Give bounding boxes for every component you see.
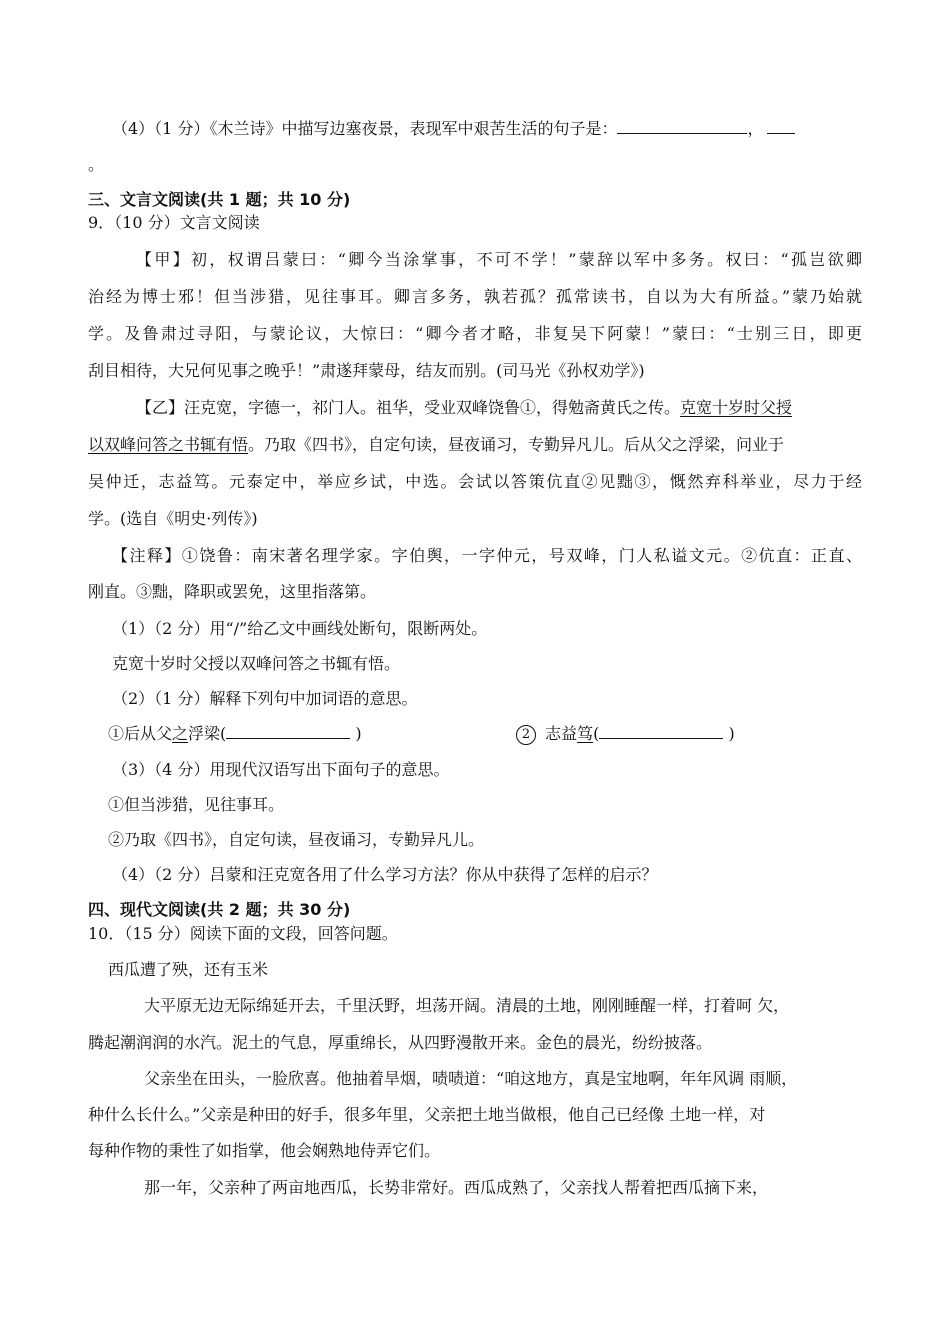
story-p1-line-1: 大平原无边无际绵延开去，千里沃野，坦荡开阔。清晨的土地，刚刚睡醒一样，打着呵 欠， [144, 996, 790, 1015]
q9-sub-1: （1）（2 分）用“/”给乙文中画线处断句，限断两处。 [112, 619, 488, 638]
q9-title: 9．（10 分）文言文阅读 [88, 213, 260, 232]
q8-item-4-end: 。 [88, 155, 105, 174]
story-p2-line-3: 每种作物的秉性了如指掌，他会娴熟地侍弄它们。 [88, 1141, 441, 1160]
story-title: 西瓜遭了殃，还有玉米 [108, 960, 269, 979]
marked-word: 笃 [577, 724, 594, 743]
q9-sub-3-a: ①但当涉猎，见往事耳。 [108, 795, 285, 814]
circled-number: 2 [516, 725, 536, 745]
section-4-heading: 四、现代文阅读(共 2 题；共 30 分) [88, 900, 351, 919]
q9-sub-2-item-a: ①后从父之浮梁( ) [108, 724, 362, 743]
note-line-2: 刚直。③黜，降职或罢免，这里指落第。 [88, 582, 377, 601]
section-3-heading: 三、文言文阅读(共 1 题；共 10 分) [88, 190, 351, 209]
q9-sub-1-text: 克宽十岁时父授以双峰问答之书辄有悟。 [112, 654, 401, 673]
underlined-sentence: 以双峰问答之书辄有悟 [88, 435, 249, 454]
q8-item-4: （4）（1 分）《木兰诗》中描写边塞夜景，表现军中艰苦生活的句子是： ， [112, 117, 795, 141]
q9-sub-2: （2）（1 分）解释下列句中加词语的意思。 [112, 689, 418, 708]
q10-title: 10．（15 分）阅读下面的文段，回答问题。 [88, 924, 398, 943]
story-p3-line-1: 那一年，父亲种了两亩地西瓜，长势非常好。西瓜成熟了，父亲找人帮着把西瓜摘下来， [144, 1178, 769, 1197]
q9-sub-3-b: ②乃取《四书》，自定句读，昼夜诵习，专勤异凡儿。 [108, 830, 485, 849]
story-p1-line-2: 腾起潮润润的水汽。泥土的气息，厚重绵长，从四野漫散开来。金色的晨光，纷纷披落。 [88, 1033, 713, 1052]
q9-sub-2-item-b: 2 志益笃( ) [516, 722, 735, 746]
jia-line-1: 【甲】初，权谓吕蒙曰：“卿今当涂掌事，不可不学！”蒙辞以军中多务。权曰：“孤岂欲卿 [136, 250, 862, 269]
jia-line-3: 学。及鲁肃过寻阳，与蒙论议，大惊曰：“卿今者才略，非复吴下阿蒙！”蒙曰：“士别三日，即更 [88, 324, 862, 343]
yi-line-3: 吴仲迁，志益笃。元泰定中，举应乡试，中选。会试以答策伉直②见黜③，慨然弃科举业，尽力于经 [88, 472, 862, 491]
q9-sub-4: （4）（2 分）吕蒙和汪克宽各用了什么学习方法？你从中获得了怎样的启示？ [112, 865, 658, 884]
answer-blank[interactable] [599, 722, 723, 739]
marked-word: 之 [172, 724, 189, 743]
jia-line-4: 刮目相待，大兄何见事之晚乎！”肃遂拜蒙母，结友而别。(司马光《孙权劝学》) [88, 361, 645, 380]
jia-line-2: 治经为博士邪！但当涉猎，见往事耳。卿言多务，孰若孤？孤常读书，自以为大有所益。”蒙乃始就 [88, 287, 862, 306]
answer-blank[interactable] [617, 117, 747, 134]
note-line-1: 【注释】①饶鲁：南宋著名理学家。字伯舆，一字仲元，号双峰，门人私谥文元。②伉直：正直、 [112, 546, 862, 565]
story-p2-line-2: 种什么长什么。”父亲是种田的好手，很多年里，父亲把土地当做根，他自己已经像 土地一样，对 [88, 1105, 766, 1124]
yi-line-2: 以双峰问答之书辄有悟。乃取《四书》，自定句读，昼夜诵习，专勤异凡儿。后从父之浮梁，问业于 [88, 435, 785, 454]
underlined-sentence: 克宽十岁时父授 [680, 398, 793, 417]
answer-blank[interactable] [226, 722, 350, 739]
yi-line-4: 学。(选自《明史·列传》) [88, 509, 258, 528]
answer-blank[interactable] [767, 117, 795, 134]
yi-line-1: 【乙】汪克宽，字德一，祁门人。祖华，受业双峰饶鲁①，得勉斋黄氏之传。克宽十岁时父授 [136, 398, 793, 417]
story-p2-line-1: 父亲坐在田头，一脸欣喜。他抽着旱烟，啧啧道：“咱这地方，真是宝地啊，年年风调 雨顺， [144, 1069, 798, 1088]
q9-sub-3: （3）（4 分）用现代汉语写出下面句子的意思。 [112, 760, 450, 779]
